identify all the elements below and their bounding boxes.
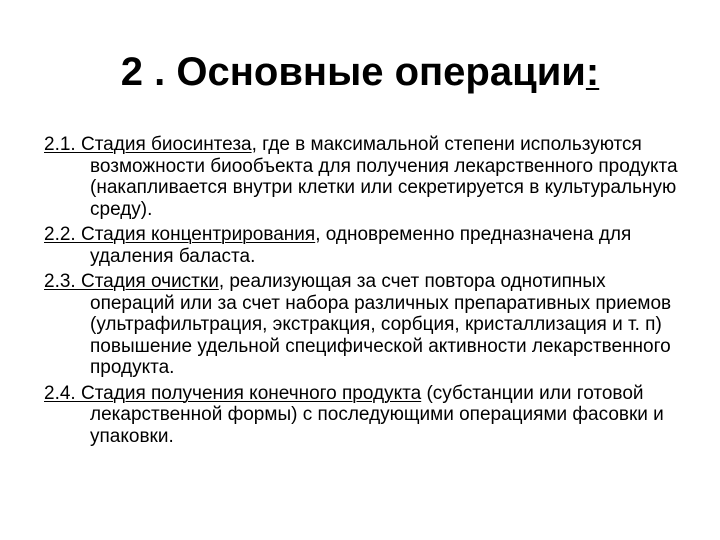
slide-content bbox=[44, 134, 684, 451]
item-text: , реализующая за счет повтора однотипных операций или за счет набора различных препаративных приемов (ультрафильтрация, экстракция, сорбция, кристаллизация и т. п) повышение удельной специфической активности лекарственного продукта. bbox=[90, 271, 672, 378]
item-text: (субстанции или готовой лекарственной формы) с последующими операциями фасовки и упаковки. bbox=[90, 382, 664, 447]
slide-title-colon: : bbox=[585, 50, 600, 94]
list-item-final-product bbox=[44, 383, 684, 448]
slide-title bbox=[0, 46, 720, 98]
item-heading: 2.2. Стадия концентрирования bbox=[44, 224, 316, 245]
item-heading: 2.4. Стадия получения конечного продукта bbox=[44, 382, 422, 404]
item-heading: 2.3. Стадия очистки bbox=[44, 271, 219, 292]
item-heading: 2.1. Стадия биосинтеза bbox=[44, 134, 252, 155]
item-text: , одновременно предназначена для удаления баласта. bbox=[90, 224, 632, 267]
list-item-purification bbox=[44, 271, 684, 379]
list-item-biosynthesis bbox=[44, 134, 684, 220]
slide-title-text: 2 . Основные операции bbox=[120, 50, 586, 94]
item-text: , где в максимальной степени используются возможности биообъекта для получения лекарственного продукта (накапливается внутри клетки или секретируется в культуральную среду). bbox=[90, 134, 678, 220]
list-item-concentration bbox=[44, 224, 684, 267]
